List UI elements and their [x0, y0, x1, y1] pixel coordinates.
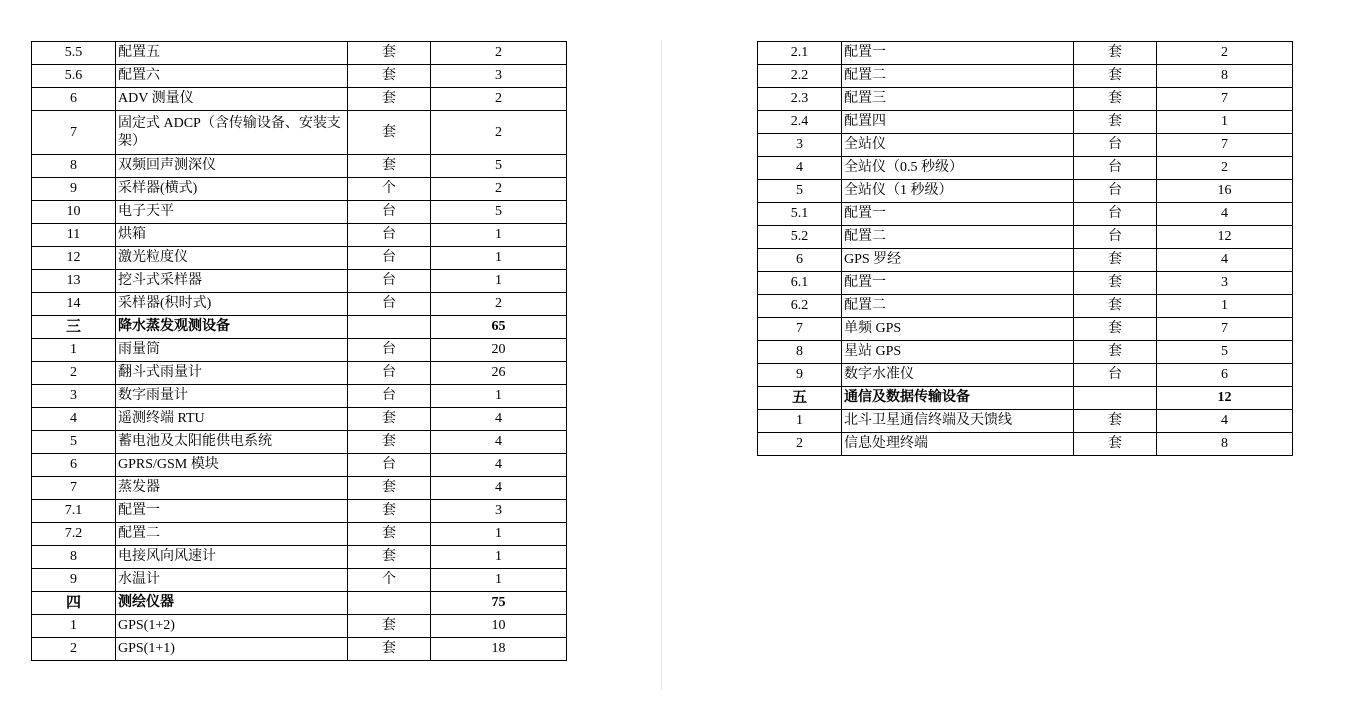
quantity-cell: 3 [431, 65, 567, 88]
item-number-cell: 14 [32, 293, 116, 316]
item-name-cell: 遥测终端 RTU [116, 408, 348, 431]
unit-cell: 套 [1074, 318, 1157, 341]
item-name-cell: 翻斗式雨量计 [116, 362, 348, 385]
unit-cell: 套 [348, 615, 431, 638]
item-name-cell: 数字水准仪 [842, 364, 1074, 387]
item-number-cell: 2 [32, 362, 116, 385]
quantity-cell: 1 [431, 385, 567, 408]
item-name-cell: 配置一 [842, 272, 1074, 295]
item-number-cell: 9 [32, 178, 116, 201]
table-row [758, 410, 1293, 433]
unit-cell: 台 [348, 385, 431, 408]
item-number-cell: 五 [758, 387, 842, 410]
item-name-cell: 数字雨量计 [116, 385, 348, 408]
unit-cell: 套 [1074, 272, 1157, 295]
item-name-cell: 配置四 [842, 111, 1074, 134]
quantity-cell: 2 [431, 178, 567, 201]
unit-cell: 台 [1074, 134, 1157, 157]
item-name-cell: 配置二 [842, 65, 1074, 88]
item-number-cell: 2 [758, 433, 842, 456]
quantity-cell: 12 [1157, 387, 1293, 410]
item-name-cell: 双频回声测深仪 [116, 155, 348, 178]
item-number-cell: 3 [758, 134, 842, 157]
quantity-cell: 6 [1157, 364, 1293, 387]
item-number-cell: 三 [32, 316, 116, 339]
table-row [32, 546, 567, 569]
quantity-cell: 2 [431, 42, 567, 65]
table-row [32, 454, 567, 477]
item-number-cell: 12 [32, 247, 116, 270]
table-row [758, 111, 1293, 134]
table-row [32, 155, 567, 178]
item-number-cell: 6 [758, 249, 842, 272]
table-row [32, 270, 567, 293]
unit-cell [348, 592, 431, 615]
table-row [32, 224, 567, 247]
quantity-cell: 3 [1157, 272, 1293, 295]
table-row [32, 42, 567, 65]
unit-cell: 套 [348, 638, 431, 661]
unit-cell: 套 [1074, 65, 1157, 88]
quantity-cell: 1 [431, 247, 567, 270]
table-row [758, 318, 1293, 341]
item-name-cell: 北斗卫星通信终端及天馈线 [842, 410, 1074, 433]
item-number-cell: 5.5 [32, 42, 116, 65]
quantity-cell: 1 [431, 569, 567, 592]
unit-cell [1074, 387, 1157, 410]
item-number-cell: 7.2 [32, 523, 116, 546]
unit-cell: 台 [348, 454, 431, 477]
quantity-cell: 2 [1157, 42, 1293, 65]
item-name-cell: 固定式 ADCP（含传输设备、安装支架） [116, 111, 348, 155]
item-name-cell: ADV 测量仪 [116, 88, 348, 111]
unit-cell: 套 [348, 408, 431, 431]
table-row [32, 201, 567, 224]
table-row [32, 178, 567, 201]
item-name-cell: 挖斗式采样器 [116, 270, 348, 293]
quantity-cell: 2 [431, 88, 567, 111]
table-row [758, 157, 1293, 180]
unit-cell: 套 [1074, 341, 1157, 364]
quantity-cell: 1 [431, 523, 567, 546]
item-number-cell: 5.6 [32, 65, 116, 88]
quantity-cell: 1 [1157, 111, 1293, 134]
item-name-cell: 全站仪 [842, 134, 1074, 157]
item-number-cell: 6 [32, 88, 116, 111]
item-number-cell: 7 [32, 111, 116, 155]
item-number-cell: 5.2 [758, 226, 842, 249]
unit-cell [348, 316, 431, 339]
unit-cell: 台 [1074, 203, 1157, 226]
table-row [758, 134, 1293, 157]
item-name-cell: 蓄电池及太阳能供电系统 [116, 431, 348, 454]
item-name-cell: 信息处理终端 [842, 433, 1074, 456]
table-row [32, 293, 567, 316]
quantity-cell: 75 [431, 592, 567, 615]
item-name-cell: 配置一 [842, 203, 1074, 226]
table-row [758, 433, 1293, 456]
table-row [32, 408, 567, 431]
item-number-cell: 3 [32, 385, 116, 408]
unit-cell: 套 [1074, 295, 1157, 318]
unit-cell: 套 [1074, 249, 1157, 272]
item-number-cell: 2.1 [758, 42, 842, 65]
item-name-cell: GPS(1+2) [116, 615, 348, 638]
quantity-cell: 4 [431, 477, 567, 500]
unit-cell: 套 [1074, 88, 1157, 111]
quantity-cell: 1 [1157, 295, 1293, 318]
quantity-cell: 65 [431, 316, 567, 339]
unit-cell: 套 [348, 42, 431, 65]
table-row [758, 180, 1293, 203]
table-row [32, 88, 567, 111]
table-row [32, 523, 567, 546]
equipment-table-left [31, 41, 567, 661]
table-row [758, 65, 1293, 88]
table-row [758, 364, 1293, 387]
item-name-cell: 采样器(积时式) [116, 293, 348, 316]
table-row [32, 385, 567, 408]
unit-cell: 套 [348, 500, 431, 523]
item-name-cell: 配置二 [116, 523, 348, 546]
item-number-cell: 7 [758, 318, 842, 341]
item-name-cell: 水温计 [116, 569, 348, 592]
quantity-cell: 4 [431, 408, 567, 431]
quantity-cell: 7 [1157, 134, 1293, 157]
item-name-cell: GPS 罗经 [842, 249, 1074, 272]
unit-cell: 套 [348, 111, 431, 155]
quantity-cell: 2 [1157, 157, 1293, 180]
item-number-cell: 6.2 [758, 295, 842, 318]
quantity-cell: 26 [431, 362, 567, 385]
quantity-cell: 4 [431, 454, 567, 477]
quantity-cell: 12 [1157, 226, 1293, 249]
quantity-cell: 8 [1157, 65, 1293, 88]
quantity-cell: 4 [1157, 203, 1293, 226]
item-number-cell: 9 [32, 569, 116, 592]
item-name-cell: 配置二 [842, 295, 1074, 318]
item-name-cell: 烘箱 [116, 224, 348, 247]
table-row [32, 638, 567, 661]
table-row [758, 88, 1293, 111]
item-name-cell: 电子天平 [116, 201, 348, 224]
item-number-cell: 13 [32, 270, 116, 293]
item-number-cell: 8 [758, 341, 842, 364]
item-number-cell: 2.2 [758, 65, 842, 88]
unit-cell: 套 [348, 546, 431, 569]
item-number-cell: 四 [32, 592, 116, 615]
table-row [758, 272, 1293, 295]
section-header-row [32, 592, 567, 615]
unit-cell: 套 [1074, 433, 1157, 456]
unit-cell: 套 [348, 477, 431, 500]
item-name-cell: GPRS/GSM 模块 [116, 454, 348, 477]
unit-cell: 套 [1074, 42, 1157, 65]
item-name-cell: 电接风向风速计 [116, 546, 348, 569]
quantity-cell: 4 [1157, 249, 1293, 272]
item-number-cell: 7 [32, 477, 116, 500]
quantity-cell: 20 [431, 339, 567, 362]
unit-cell: 套 [1074, 111, 1157, 134]
unit-cell: 台 [348, 224, 431, 247]
unit-cell: 台 [348, 293, 431, 316]
item-name-cell: 全站仪（0.5 秒级） [842, 157, 1074, 180]
unit-cell: 台 [1074, 226, 1157, 249]
item-name-cell: 全站仪（1 秒级） [842, 180, 1074, 203]
unit-cell: 套 [348, 88, 431, 111]
item-name-cell: 配置五 [116, 42, 348, 65]
table-row [758, 295, 1293, 318]
table-row [32, 615, 567, 638]
unit-cell: 套 [348, 523, 431, 546]
table-row [758, 203, 1293, 226]
page-divider [661, 40, 662, 690]
item-number-cell: 2.3 [758, 88, 842, 111]
item-number-cell: 5 [32, 431, 116, 454]
item-number-cell: 4 [32, 408, 116, 431]
unit-cell: 个 [348, 178, 431, 201]
item-number-cell: 6.1 [758, 272, 842, 295]
item-number-cell: 11 [32, 224, 116, 247]
unit-cell: 个 [348, 569, 431, 592]
table-row [758, 341, 1293, 364]
quantity-cell: 5 [1157, 341, 1293, 364]
quantity-cell: 8 [1157, 433, 1293, 456]
item-number-cell: 9 [758, 364, 842, 387]
table-row [32, 431, 567, 454]
equipment-table-right [757, 41, 1293, 456]
unit-cell: 套 [348, 155, 431, 178]
unit-cell: 台 [348, 247, 431, 270]
quantity-cell: 1 [431, 546, 567, 569]
item-name-cell: GPS(1+1) [116, 638, 348, 661]
item-number-cell: 8 [32, 546, 116, 569]
item-name-cell: 配置六 [116, 65, 348, 88]
unit-cell: 套 [348, 431, 431, 454]
item-name-cell: 单频 GPS [842, 318, 1074, 341]
item-name-cell: 降水蒸发观测设备 [116, 316, 348, 339]
table-row [758, 249, 1293, 272]
section-header-row [758, 387, 1293, 410]
item-number-cell: 2.4 [758, 111, 842, 134]
item-name-cell: 雨量筒 [116, 339, 348, 362]
quantity-cell: 2 [431, 111, 567, 155]
quantity-cell: 1 [431, 224, 567, 247]
quantity-cell: 10 [431, 615, 567, 638]
quantity-cell: 4 [431, 431, 567, 454]
quantity-cell: 7 [1157, 318, 1293, 341]
item-number-cell: 8 [32, 155, 116, 178]
quantity-cell: 3 [431, 500, 567, 523]
item-number-cell: 5.1 [758, 203, 842, 226]
item-number-cell: 10 [32, 201, 116, 224]
quantity-cell: 1 [431, 270, 567, 293]
unit-cell: 台 [348, 201, 431, 224]
quantity-cell: 4 [1157, 410, 1293, 433]
quantity-cell: 16 [1157, 180, 1293, 203]
item-number-cell: 1 [32, 615, 116, 638]
item-name-cell: 采样器(横式) [116, 178, 348, 201]
unit-cell: 台 [348, 339, 431, 362]
quantity-cell: 18 [431, 638, 567, 661]
quantity-cell: 5 [431, 155, 567, 178]
item-number-cell: 1 [32, 339, 116, 362]
table-row [32, 477, 567, 500]
unit-cell: 台 [1074, 364, 1157, 387]
unit-cell: 套 [348, 65, 431, 88]
unit-cell: 台 [348, 362, 431, 385]
section-header-row [32, 316, 567, 339]
item-number-cell: 6 [32, 454, 116, 477]
unit-cell: 套 [1074, 410, 1157, 433]
table-row [32, 500, 567, 523]
item-name-cell: 配置二 [842, 226, 1074, 249]
table-row [758, 42, 1293, 65]
item-number-cell: 1 [758, 410, 842, 433]
unit-cell: 台 [1074, 180, 1157, 203]
item-name-cell: 配置三 [842, 88, 1074, 111]
item-name-cell: 激光粒度仪 [116, 247, 348, 270]
unit-cell: 台 [1074, 157, 1157, 180]
item-name-cell: 配置一 [116, 500, 348, 523]
table-row [32, 111, 567, 155]
item-number-cell: 7.1 [32, 500, 116, 523]
table-row [32, 65, 567, 88]
table-row [32, 362, 567, 385]
table-row [32, 569, 567, 592]
table-row [758, 226, 1293, 249]
quantity-cell: 7 [1157, 88, 1293, 111]
item-name-cell: 蒸发器 [116, 477, 348, 500]
item-name-cell: 星站 GPS [842, 341, 1074, 364]
table-row [32, 247, 567, 270]
table-row [32, 339, 567, 362]
item-number-cell: 5 [758, 180, 842, 203]
quantity-cell: 2 [431, 293, 567, 316]
item-number-cell: 2 [32, 638, 116, 661]
quantity-cell: 5 [431, 201, 567, 224]
item-number-cell: 4 [758, 157, 842, 180]
item-name-cell: 配置一 [842, 42, 1074, 65]
item-name-cell: 通信及数据传输设备 [842, 387, 1074, 410]
unit-cell: 台 [348, 270, 431, 293]
item-name-cell: 测绘仪器 [116, 592, 348, 615]
